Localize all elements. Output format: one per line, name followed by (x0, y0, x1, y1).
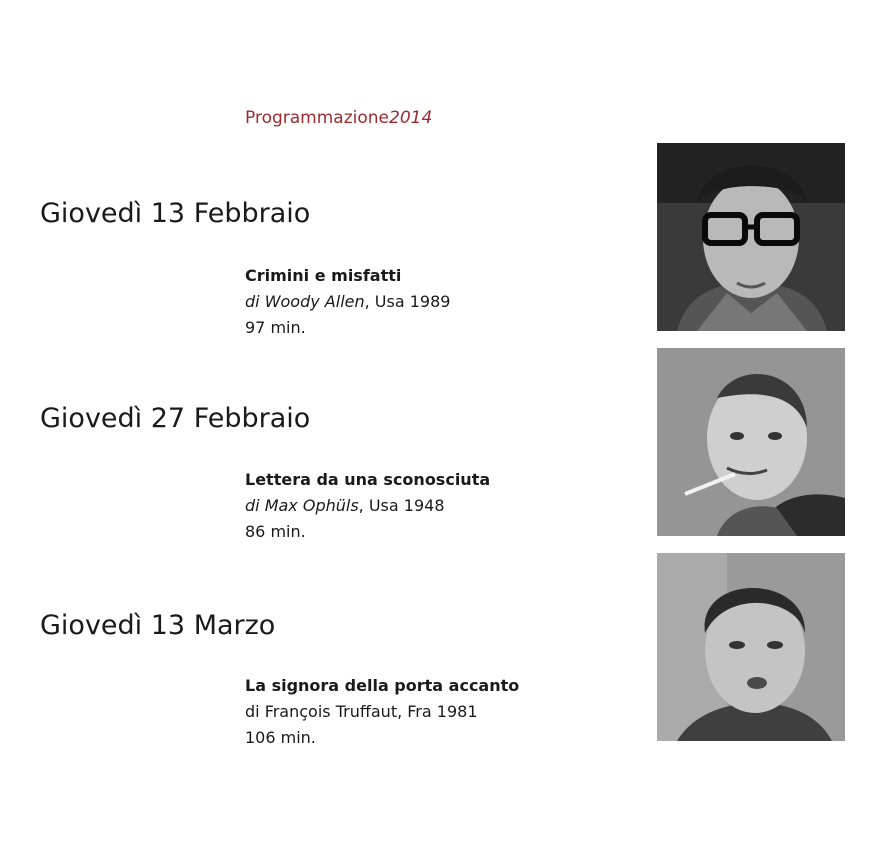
film-title-2: Lettera da una sconosciuta (245, 470, 491, 489)
film-title-1: Crimini e misfatti (245, 266, 402, 285)
film-origin-3: , Fra 1981 (397, 702, 478, 721)
program-label: Programmazione (245, 108, 389, 128)
film-origin-2: , Usa 1948 (358, 496, 445, 515)
director-photo-2 (657, 348, 845, 536)
film-director-2: di Max Ophüls (245, 496, 359, 515)
film-duration-3: 106 min. (245, 728, 316, 747)
film-director-3: di François Truffaut (245, 702, 398, 721)
event-date-2: Giovedì 27 Febbraio (40, 403, 311, 434)
film-credits-3 (245, 699, 519, 725)
film-origin-1: , Usa 1989 (364, 292, 451, 311)
film-credits-1 (245, 289, 450, 315)
event-film-3 (245, 673, 519, 751)
film-duration-2: 86 min. (245, 522, 306, 541)
program-header (245, 108, 432, 128)
event-date-1: Giovedì 13 Febbraio (40, 198, 311, 229)
event-film-1 (245, 263, 450, 341)
film-title-3: La signora della porta accanto (245, 676, 520, 695)
film-director-1: di Woody Allen (245, 292, 365, 311)
director-photo-3 (657, 553, 845, 741)
event-date-3: Giovedì 13 Marzo (40, 610, 276, 641)
event-film-2 (245, 467, 490, 545)
director-photo-1 (657, 143, 845, 331)
film-duration-1: 97 min. (245, 318, 306, 337)
program-year: 2014 (389, 108, 433, 128)
film-credits-2 (245, 493, 490, 519)
